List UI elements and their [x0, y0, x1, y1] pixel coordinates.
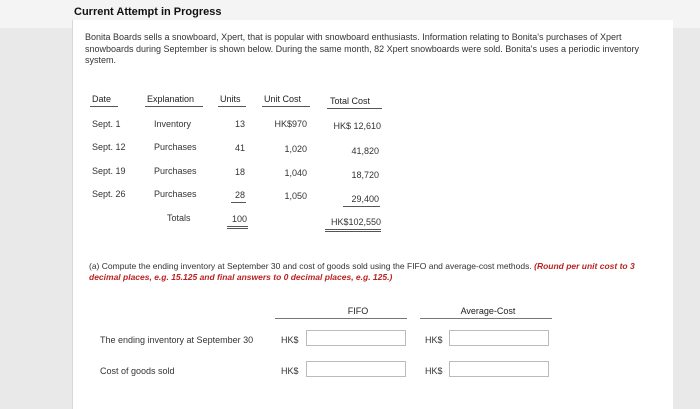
cogs-fifo-input[interactable]	[306, 361, 406, 377]
cogs-average-input[interactable]	[449, 361, 549, 377]
page-title: Current Attempt in Progress	[74, 6, 222, 18]
row-1-explanation: Inventory	[154, 119, 192, 129]
row-1-unit-cost: HK$970	[274, 119, 307, 129]
totals-label: Totals	[167, 213, 191, 223]
row-3-total-cost: 18,720	[351, 170, 379, 180]
row-4-date: Sept. 26	[92, 189, 126, 199]
header-explanation: Explanation	[147, 94, 195, 104]
ending-inventory-average-currency: HK$	[425, 335, 443, 345]
question-card	[72, 20, 673, 409]
row-3-unit-cost: 1,040	[284, 168, 307, 178]
total-cost-double-rule	[325, 229, 381, 232]
average-cost-column-header: Average-Cost	[460, 306, 516, 316]
row-1-units: 13	[234, 119, 245, 129]
average-cost-column-rule	[420, 318, 552, 319]
row-4-explanation: Purchases	[154, 189, 197, 199]
fifo-column-rule	[275, 318, 407, 319]
intro-paragraph: Bonita Boards sells a snowboard, Xpert, that is popular with snowboard enthusiasts. Information relating to Bonita's purchases of Xpert snowboards during September is shown below. During the same month, 82 Xpert snowboards were sold. Bonita's uses a periodic inventory system.	[85, 32, 640, 65]
rounding-hint: (Round per unit cost to 3 decimal places, e.g. 15.125 and final answers to 0 decimal places, e.g. 125.)	[89, 261, 635, 282]
units-total-double-rule	[227, 226, 248, 229]
question-text	[89, 261, 659, 283]
totals-total-cost: HK$102,550	[330, 217, 381, 227]
ending-inventory-fifo-currency: HK$	[281, 335, 299, 345]
row-3-units: 18	[234, 167, 245, 177]
row-1-total-cost: HK$ 12,610	[333, 121, 381, 131]
row-2-unit-cost: 1,020	[284, 144, 307, 154]
header-units-rule	[218, 106, 246, 107]
row-3-explanation: Purchases	[154, 166, 197, 176]
cogs-fifo-currency: HK$	[281, 366, 299, 376]
row-3-date: Sept. 19	[92, 166, 126, 176]
ending-inventory-fifo-input[interactable]	[306, 330, 406, 346]
row-1-date: Sept. 1	[92, 119, 121, 129]
ending-inventory-average-input[interactable]	[449, 330, 549, 346]
header-total-cost-rule	[327, 108, 382, 109]
header-units: Units	[220, 94, 241, 104]
header-date-rule	[90, 106, 118, 107]
row-2-total-cost: 41,820	[351, 146, 379, 156]
cogs-average-currency: HK$	[425, 366, 443, 376]
units-subtotal-rule	[231, 202, 246, 203]
ending-inventory-label: The ending inventory at September 30	[100, 335, 254, 345]
header-unit-cost-rule	[262, 106, 310, 107]
row-4-total-cost: 29,400	[351, 194, 379, 204]
header-explanation-rule	[145, 106, 203, 107]
header-total-cost: Total Cost	[330, 96, 371, 106]
row-4-unit-cost: 1,050	[284, 191, 307, 201]
row-2-date: Sept. 12	[92, 142, 126, 152]
cogs-label: Cost of goods sold	[100, 366, 175, 376]
row-2-units: 41	[234, 143, 245, 153]
total-cost-subtotal-rule	[343, 206, 380, 207]
header-date: Date	[92, 94, 112, 104]
question-prompt: (a) Compute the ending inventory at September 30 and cost of goods sold using the FIFO and average-cost methods.	[89, 261, 532, 271]
totals-units: 100	[231, 214, 247, 224]
row-2-explanation: Purchases	[154, 142, 197, 152]
header-unit-cost: Unit Cost	[264, 94, 302, 104]
fifo-column-header: FIFO	[347, 306, 369, 316]
row-4-units: 28	[234, 190, 245, 200]
